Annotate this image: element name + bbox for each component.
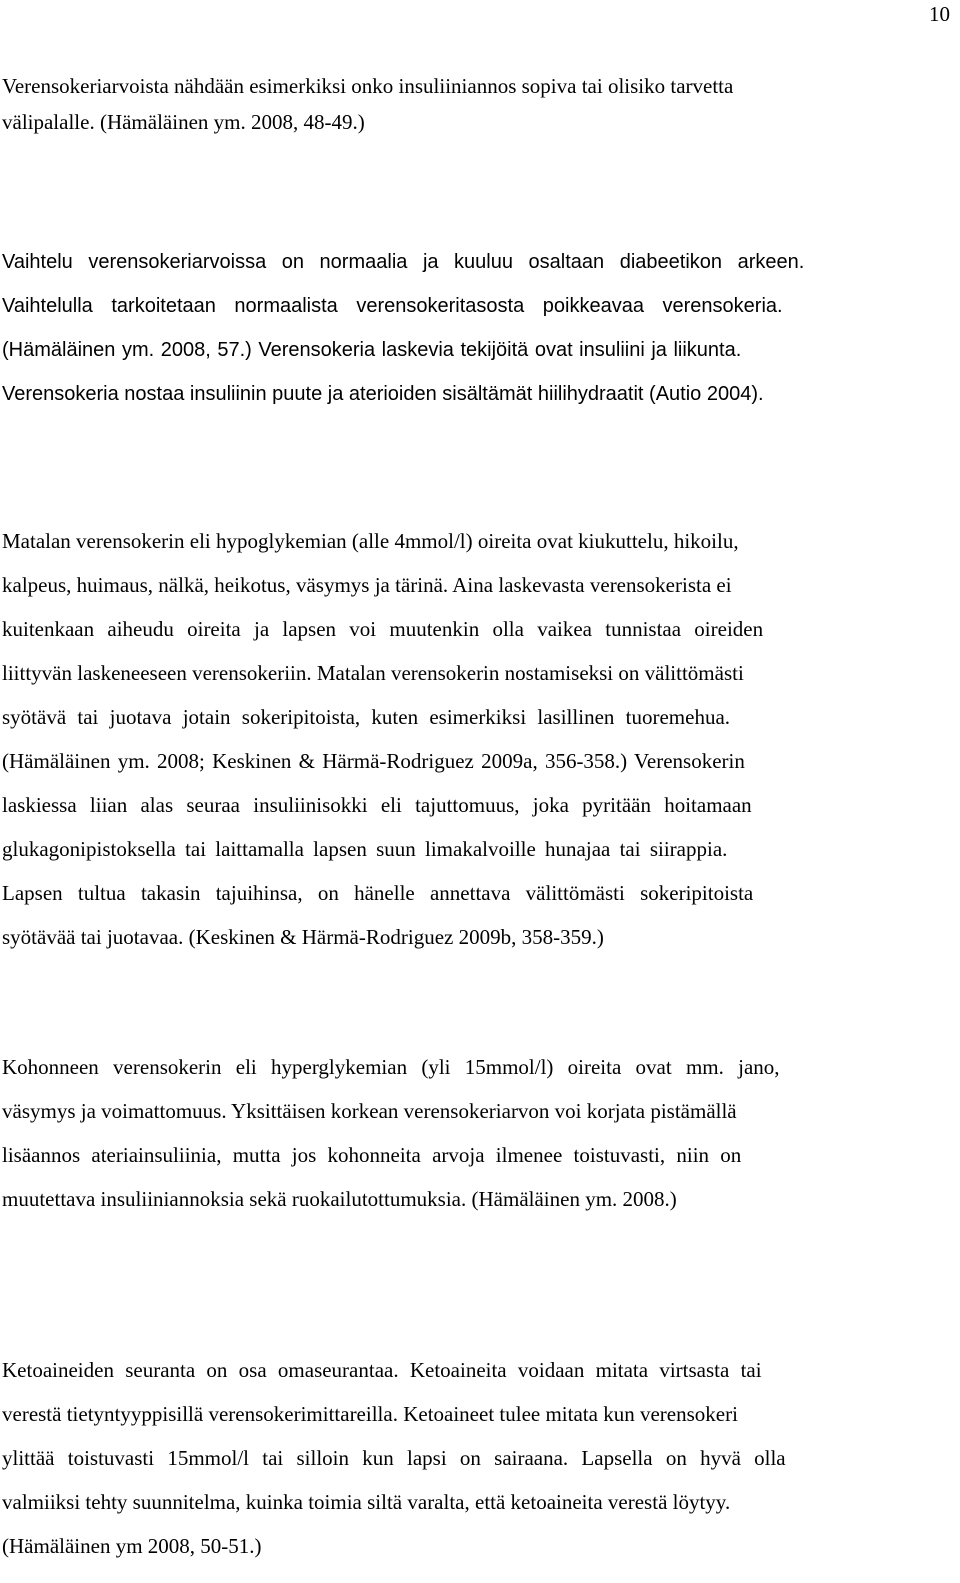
text-line: (Hämäläinen ym 2008, 50-51.) [2, 1534, 262, 1558]
paragraph-3 [2, 519, 948, 959]
text-line: Vaihtelu verensokeriarvoissa on normaalia ja kuuluu osaltaan diabeetikon arkeen. [2, 251, 805, 273]
text-line: laskiessa liian alas seuraa insuliinisokki eli tajuttomuus, joka pyritään hoitamaan [2, 793, 752, 817]
text-line: Vaihtelulla tarkoitetaan normaalista verensokeritasosta poikkeavaa verensokeria. [2, 295, 783, 317]
paragraph-5 [2, 1348, 948, 1568]
text-line: syötävä tai juotava jotain sokeripitoista, kuten esimerkiksi lasillinen tuoremehua. [2, 705, 731, 729]
text-line: Matalan verensokerin eli hypoglykemian (alle 4mmol/l) oireita ovat kiukuttelu, hikoilu, [2, 529, 739, 553]
text-line: lisäannos ateriainsuliinia, mutta jos kohonneita arvoja ilmenee toistuvasti, niin on [2, 1143, 742, 1167]
text-line: Kohonneen verensokerin eli hyperglykemian (yli 15mmol/l) oireita ovat mm. jano, [2, 1055, 780, 1079]
page-number: 10 [929, 2, 950, 26]
paragraph-2 [2, 240, 948, 416]
text-line: valmiiksi tehty suunnitelma, kuinka toimia siltä varalta, että ketoaineita verestä löytyy. [2, 1490, 731, 1514]
text-line: verestä tietyntyyppisillä verensokerimittareilla. Ketoaineet tulee mitata kun verensokeri [2, 1402, 738, 1426]
text-line: väsymys ja voimattomuus. Yksittäisen korkean verensokeriarvon voi korjata pistämällä [2, 1099, 737, 1123]
paragraph-4 [2, 1045, 948, 1221]
paragraph-1 [2, 70, 948, 152]
text-line: liittyvän laskeneeseen verensokeriin. Matalan verensokerin nostamiseksi on välittömästi [2, 661, 744, 685]
text-line: (Hämäläinen ym. 2008; Keskinen & Härmä-Rodriguez 2009a, 356-358.) Verensokerin [2, 749, 745, 773]
text-line: Ketoaineiden seuranta on osa omaseurantaa. Ketoaineita voidaan mitata virtsasta tai [2, 1358, 762, 1382]
text-line: kuitenkaan aiheudu oireita ja lapsen voi muutenkin olla vaikea tunnistaa oireiden [2, 617, 764, 641]
text-line: glukagonipistoksella tai laittamalla lapsen suun limakalvoille hunajaa tai siirappia. [2, 837, 728, 861]
text-line: muutettava insuliiniannoksia sekä ruokailutottumuksia. (Hämäläinen ym. 2008.) [2, 1187, 677, 1211]
text-line: ylittää toistuvasti 15mmol/l tai silloin kun lapsi on sairaana. Lapsella on hyvä olla [2, 1446, 786, 1470]
text-line: Lapsen tultua takasin tajuihinsa, on hänelle annettava välittömästi sokeripitoista [2, 881, 754, 905]
text-line: (Hämäläinen ym. 2008, 57.) Verensokeria laskevia tekijöitä ovat insuliini ja liikunta. [2, 339, 742, 361]
text-line: Verensokeriarvoista nähdään esimerkiksi onko insuliiniannos sopiva tai olisiko tarvetta [2, 74, 734, 98]
text-line: kalpeus, huimaus, nälkä, heikotus, väsymys ja tärinä. Aina laskevasta verensokerista ei [2, 573, 732, 597]
text-line: syötävää tai juotavaa. (Keskinen & Härmä-Rodriguez 2009b, 358-359.) [2, 925, 604, 949]
text-line: Verensokeria nostaa insuliinin puute ja aterioiden sisältämät hiilihydraatit (Autio 2004). [2, 383, 764, 405]
text-line: välipalalle. (Hämäläinen ym. 2008, 48-49.) [2, 110, 365, 134]
